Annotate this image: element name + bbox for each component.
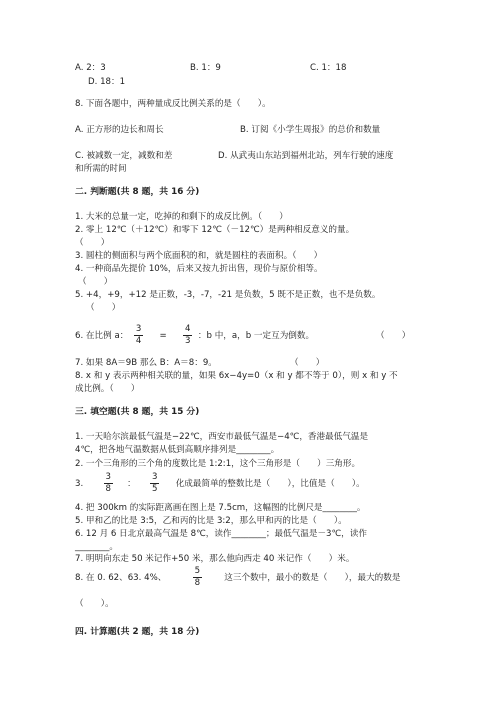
q8-option-c: C. 被减数一定，减数和差	[75, 151, 173, 161]
fraction-3-8	[104, 473, 113, 494]
q8-option-d-line2: 和所需的时间	[75, 164, 127, 174]
judge-q1: 1. 大米的总量一定，吃掉的和剩下的成反比例。（ ）	[75, 212, 288, 222]
fill-q5: 5. 甲和乙的比是 3:5，乙和丙的比是 3:2，那么甲和丙的比是（ ）。	[75, 516, 347, 526]
judge-q6-suffix: ：b 中，a，b 一定互为倒数。	[197, 331, 315, 341]
fill-q7: 7. 明明向东走 50 米记作+50 米，那么他向西走 40 米记作（ ）米。	[75, 554, 355, 564]
judge-q6-paren: （ ）	[376, 331, 411, 341]
fill-q1-line2: 4℃，把各地气温数据从低到高顺序排列是________。	[75, 445, 280, 455]
frac-numerator: 3	[135, 324, 142, 334]
fill-q8-prefix: 8. 在 0. 62、63. 4%、	[75, 573, 167, 583]
fill-q3-prefix: 3.	[75, 479, 84, 489]
frac-numerator: 4	[184, 324, 191, 334]
judge-q8-line1: 8. x 和 y 表示两种相关联的量，如果 6x−4y=0（x 和 y 都不等于 0），则 x 和 y 不	[75, 371, 398, 381]
judge-q3: 3. 圆柱的侧面积与两个底面积的和，就是圆柱的表面积。（ ）	[75, 251, 323, 261]
fraction-4-3	[183, 325, 192, 346]
fill-q3	[75, 470, 365, 498]
judge-q7-paren: （ ）	[290, 358, 325, 368]
judge-q2-line2: （ ）	[75, 238, 110, 248]
judge-q5: 5. +4，+9，+12 是正数，-3，-7，-21 是负数，5 既不是正数，也不是负数。	[75, 290, 381, 300]
judge-q6	[75, 322, 314, 350]
q8-option-b: B. 订阅《小学生周报》的总价和数量	[240, 125, 381, 135]
frac-numerator: 3	[151, 472, 158, 482]
fill-q2: 2. 一个三角形的三个角的度数比是 1:2:1，这个三角形是（ ）三角形。	[75, 459, 361, 469]
fill-q4: 4. 把 300km 的实际距离画在图上是 7.5cm，这幅图的比例尺是________。	[75, 503, 366, 513]
fill-q8-line2: （ ）。	[75, 599, 114, 609]
fill-q8	[75, 564, 400, 592]
judge-q5-paren: （ ）	[86, 303, 121, 313]
section-3-title: 三. 填空题(共 8 题，共 15 分)	[75, 407, 200, 417]
frac-numerator: 5	[194, 566, 201, 576]
fill-q1-line1: 1. 一天哈尔滨最低气温是−22℃，西安市最低气温是−4℃，香港最低气温是	[75, 432, 369, 442]
frac-denominator: 5	[151, 484, 158, 494]
frac-denominator: 3	[184, 336, 191, 346]
q7-option-c: C. 1：18	[310, 63, 347, 73]
q7-option-b: B. 1：9	[190, 63, 221, 73]
q7-option-a: A. 2：3	[75, 63, 106, 73]
frac-denominator: 4	[135, 336, 142, 346]
judge-q6-equals: =	[159, 331, 167, 341]
frac-denominator: 8	[105, 484, 111, 494]
q8-option-a: A. 正方形的边长和周长	[75, 125, 164, 135]
judge-q4-paren: （ ）	[78, 277, 113, 287]
fill-q6-line1: 6. 12 月 6 日北京最高气温是 8℃，读作________；最低气温是－3℃，读作	[75, 529, 367, 539]
fill-q3-suffix: 化成最简单的整数比是（ ），比值是（ ）。	[175, 479, 365, 489]
fraction-5-8	[193, 567, 202, 588]
judge-q2-line1: 2. 零上 12℃（＋12℃）和零下 12℃（－12℃）是两种相反意义的量。	[75, 225, 355, 235]
q7-option-d: D. 18：1	[88, 77, 126, 87]
fill-q8-suffix: 这三个数中，最小的数是（ ），最大的数是	[224, 573, 401, 583]
fraction-3-4	[134, 325, 143, 346]
judge-q7: 7. 如果 8A＝9B 那么 B：A＝8：9。	[75, 358, 217, 368]
fill-q6-line2: ________。	[75, 542, 118, 552]
q8-option-d-line1: D. 从武夷山东站到福州北站，列车行驶的速度	[218, 151, 394, 161]
judge-q4: 4. 一种商品先提价 10%，后来又按九折出售，现价与原价相等。	[75, 264, 323, 274]
judge-q8-line2: 成比例。（ ）	[75, 384, 140, 394]
q8-stem: 8. 下面各题中，两种量成反比例关系的是（ ）。	[75, 99, 271, 109]
frac-numerator: 3	[105, 472, 111, 482]
section-4-title: 四. 计算题(共 2 题，共 18 分)	[75, 627, 200, 637]
judge-q6-prefix: 6. 在比例 a：	[75, 331, 129, 341]
fill-q3-colon: ：	[127, 479, 136, 489]
frac-denominator: 8	[194, 578, 201, 588]
fraction-3-5	[150, 473, 159, 494]
section-2-title: 二. 判断题(共 8 题，共 16 分)	[75, 187, 200, 197]
